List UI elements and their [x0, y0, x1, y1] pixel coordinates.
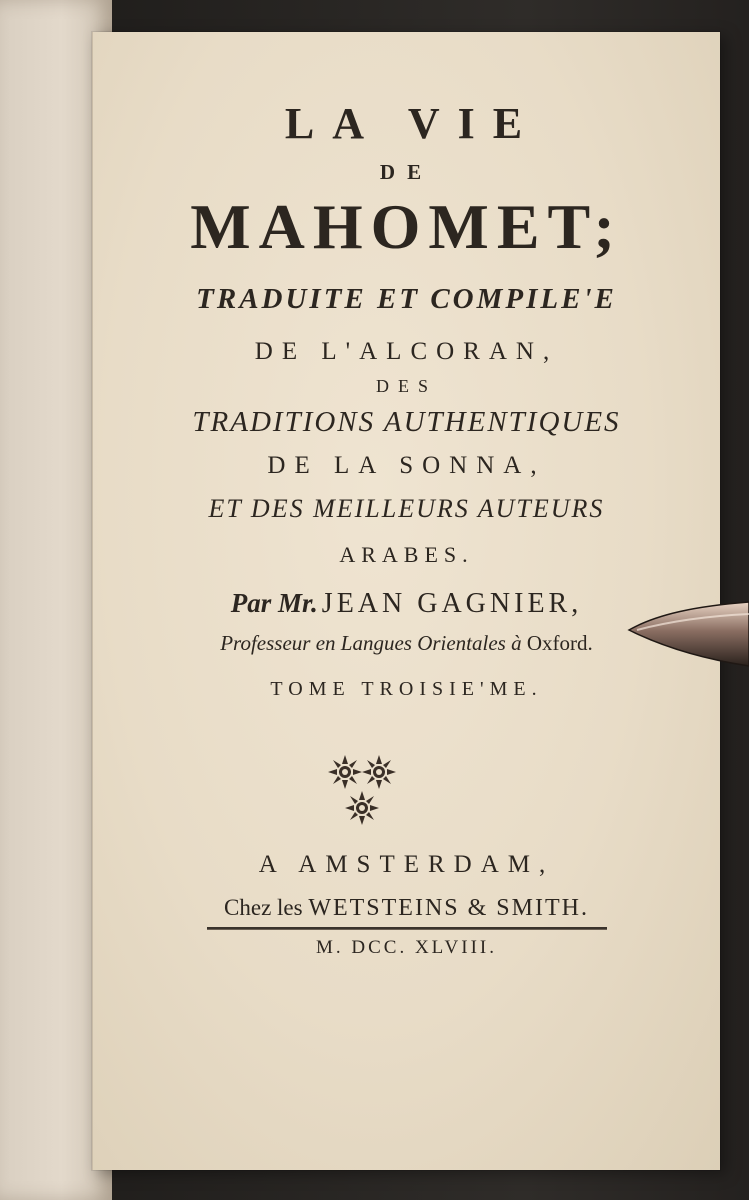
title-block — [93, 97, 720, 704]
imprint-block — [93, 847, 720, 964]
publisher-name: WETSTEINS & SMITH. — [308, 895, 589, 921]
subtitle-line-traditions: TRADITIONS AUTHENTIQUES — [192, 406, 621, 438]
title-line-la-vie: LA VIE — [284, 99, 541, 148]
fleuron-ornament-icon — [325, 752, 405, 832]
imprint-publisher — [93, 891, 720, 925]
subtitle-line-traduite: TRADUITE ET COMPILE'E — [196, 283, 617, 315]
profession-italic: Professeur en Langues Orientales à — [220, 631, 522, 655]
title-line-de: DE — [379, 160, 434, 184]
bleed-through-shadow: ​ — [9, 400, 11, 498]
subtitle-line-alcoran: DE L'ALCORAN, — [254, 338, 559, 365]
imprint-date: M. DCC. XLVIII. — [316, 937, 497, 958]
subtitle-line-meilleurs: ET DES MEILLEURS AUTEURS — [208, 494, 605, 523]
author-line — [93, 583, 720, 628]
pen-nib-pointer-icon — [627, 600, 749, 670]
subtitle-line-arabes: ARABES. — [339, 542, 474, 567]
subtitle-line-des: DES — [375, 376, 437, 396]
title-line-mahomet: MAHOMET; — [190, 191, 623, 262]
profession-roman: Oxford. — [526, 631, 593, 655]
publisher-prefix: Chez les — [224, 895, 303, 920]
imprint-place: A AMSTERDAM, — [258, 851, 555, 878]
author-profession — [93, 628, 720, 658]
imprint-rule — [207, 927, 607, 930]
subtitle-line-sonna: DE LA SONNA, — [267, 452, 546, 479]
volume-line: TOME TROISIE'ME. — [270, 678, 543, 700]
author-prefix: Par Mr. — [230, 588, 318, 618]
title-page — [92, 32, 720, 1170]
author-name: JEAN GAGNIER, — [321, 588, 583, 619]
